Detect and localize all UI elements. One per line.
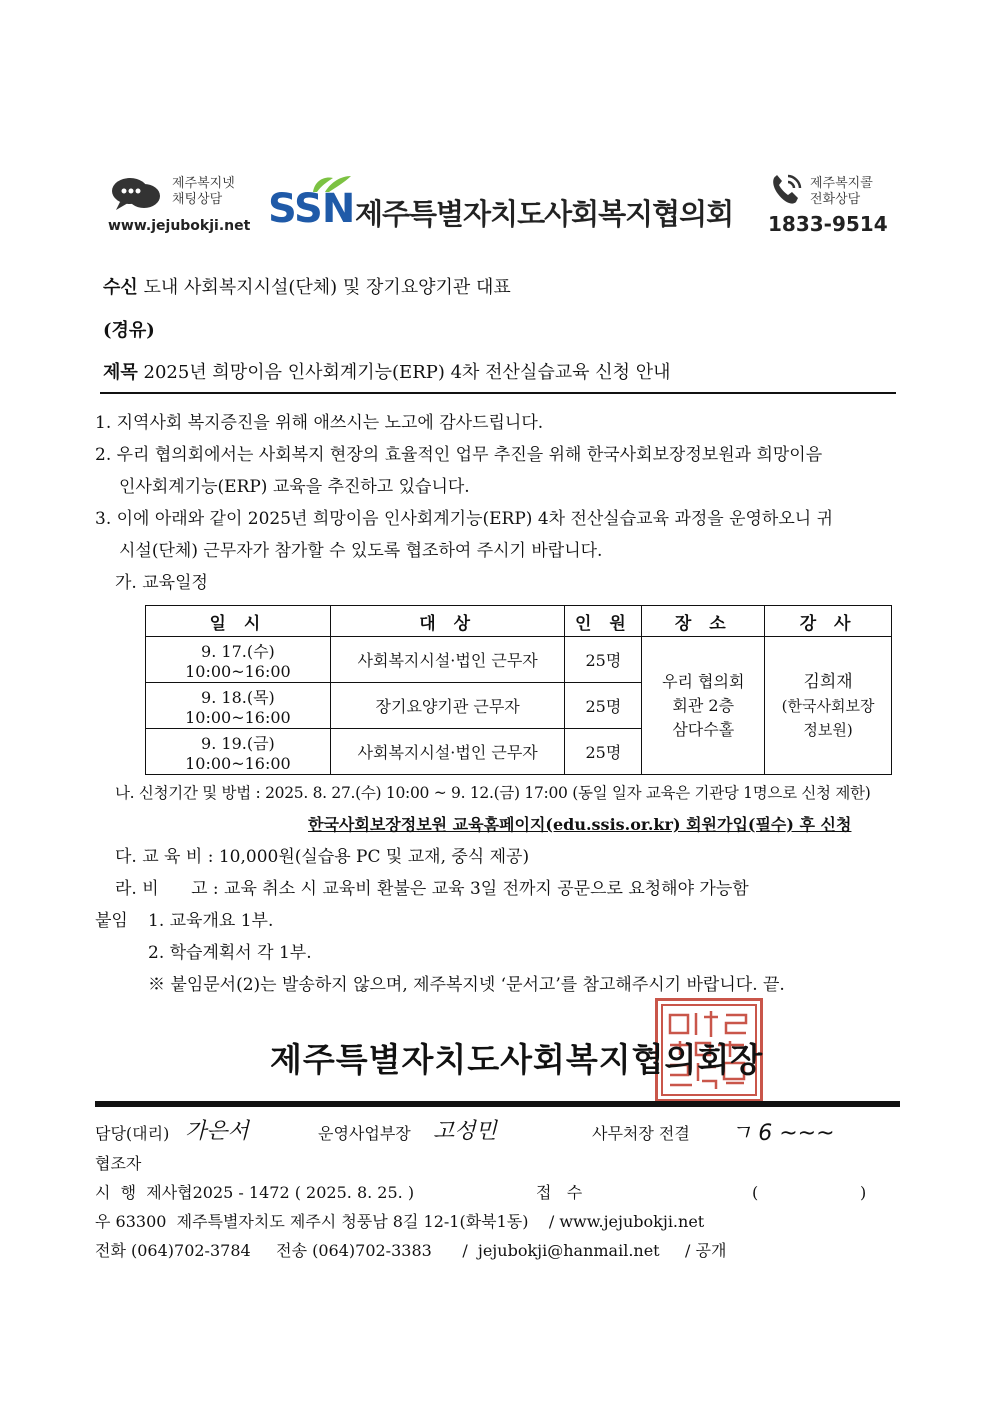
- staff-label: 담당(대리): [95, 1124, 170, 1143]
- row-datetime: 9. 19.(금) 10:00~16:00: [146, 729, 331, 775]
- place-cell: [642, 637, 765, 775]
- col-header-target: 대 상: [330, 606, 565, 637]
- sender-title: 제주특별자치도사회복지협의회장: [270, 1040, 764, 1079]
- logo-ssn: SSN: [268, 186, 355, 232]
- manager-label: 운영사업부장: [318, 1124, 411, 1143]
- chat-bubble-icon: [110, 176, 162, 212]
- application-period: 나. 신청기간 및 방법 : 2025. 8. 27.(수) 10:00 ~ 9. 12.(금) 17:00 (동일 일자 교육은 기관당 1명으로 신청 제한): [115, 784, 871, 802]
- attachment-note: ※ 붙임문서(2)는 발송하지 않으며, 제주복지넷 ‘문서고’를 참고해주시기 바랍니다. 끝.: [148, 975, 785, 995]
- receive-paren: ( ): [752, 1183, 867, 1202]
- attachment-label: 붙임: [95, 911, 128, 931]
- phone-label-1: 제주복지콜: [810, 176, 873, 191]
- subject-label: 제목: [103, 362, 138, 383]
- paragraph-3a: 3. 이에 아래와 같이 2025년 희망이음 인사회계기능(ERP) 4차 전산실습교육 과정을 운영하오니 귀: [95, 509, 834, 529]
- director-signature: ㄱ 6 ~~~: [730, 1121, 835, 1146]
- enforcement-line: 시 행 제사협2025 - 1472 ( 2025. 8. 25. ): [95, 1183, 415, 1202]
- row-count: 25명: [565, 683, 642, 729]
- director-label: 사무처장 전결: [592, 1124, 690, 1143]
- row-datetime: 9. 17.(수) 10:00~16:00: [146, 637, 331, 683]
- receive-label: 접 수: [536, 1183, 583, 1202]
- footer-divider: [95, 1101, 900, 1107]
- paragraph-1: 1. 지역사회 복지증진을 위해 애쓰시는 노고에 감사드립니다.: [95, 413, 544, 433]
- place-line-3: 삼다수홀: [672, 719, 735, 739]
- recipient-line: [103, 277, 511, 299]
- paragraph-2b: 인사회계기능(ERP) 교육을 추진하고 있습니다.: [119, 477, 470, 497]
- attachment-1: 1. 교육개요 1부.: [148, 911, 274, 931]
- website-link[interactable]: www.jejubokji.net: [108, 218, 251, 234]
- address-line: 우 63300 제주특별자치도 제주시 청풍남 8길 12-1(화북1동) / www.jejubokji.net: [95, 1212, 705, 1231]
- place-line-1: 우리 협의회: [662, 671, 745, 691]
- instructor-cell: [765, 637, 892, 775]
- instructor-org-1: (한국사회보장: [781, 696, 875, 715]
- subject-divider: [100, 392, 896, 394]
- col-header-count: 인 원: [565, 606, 642, 637]
- application-link[interactable]: 한국사회보장정보원 교육홈페이지(edu.ssis.or.kr) 회원가입(필수) 후 신청: [308, 815, 852, 834]
- manager-signature: 고성민: [433, 1119, 497, 1144]
- row-target: 사회복지시설·법인 근무자: [330, 729, 565, 775]
- phone-label-2: 전화상담: [810, 192, 861, 207]
- paragraph-3b: 시설(단체) 근무자가 참가할 수 있도록 협조하여 주시기 바랍니다.: [119, 541, 603, 561]
- cooperation-label: 협조자: [95, 1154, 142, 1173]
- instructor-name: 김희재: [803, 671, 853, 692]
- row-target: 사회복지시설·법인 근무자: [330, 637, 565, 683]
- table-row: [146, 637, 892, 683]
- recipient-value: 도내 사회복지시설(단체) 및 장기요양기관 대표: [143, 277, 511, 298]
- phone-icon: [768, 172, 804, 208]
- chat-label-2: 채팅상담: [172, 192, 223, 207]
- col-header-instructor: 강 사: [765, 606, 892, 637]
- col-header-place: 장 소: [642, 606, 765, 637]
- staff-signature: 가은서: [185, 1119, 249, 1144]
- attachment-2: 2. 학습계획서 각 1부.: [148, 943, 312, 963]
- row-target: 장기요양기관 근무자: [330, 683, 565, 729]
- place-line-2: 회관 2층: [672, 695, 735, 715]
- chat-label-1: 제주복지넷: [172, 176, 235, 191]
- schedule-table: [145, 605, 892, 775]
- org-title: 제주특별자치도사회복지협의회: [355, 197, 734, 231]
- phone-number[interactable]: 1833-9514: [768, 212, 888, 236]
- col-header-datetime: 일 시: [146, 606, 331, 637]
- subject-value: 2025년 희망이음 인사회계기능(ERP) 4차 전산실습교육 신청 안내: [143, 362, 671, 383]
- subject-line: [103, 362, 671, 384]
- recipient-label: 수신: [103, 277, 138, 298]
- letterhead: [100, 170, 900, 240]
- contact-line: 전화 (064)702-3784 전송 (064)702-3383 / jejubokji@hanmail.net / 공개: [95, 1241, 727, 1260]
- instructor-org-2: 정보원): [803, 720, 853, 739]
- table-header-row: [146, 606, 892, 637]
- fee-line: 다. 교 육 비 : 10,000원(실습용 PC 및 교재, 중식 제공): [115, 847, 530, 867]
- row-count: 25명: [565, 729, 642, 775]
- via-label: (경유): [103, 320, 155, 341]
- row-count: 25명: [565, 637, 642, 683]
- remarks-line: 라. 비 고 : 교육 취소 시 교육비 환불은 교육 3일 전까지 공문으로 요청해야 가능함: [115, 879, 749, 899]
- section-schedule-heading: 가. 교육일정: [115, 573, 208, 593]
- paragraph-2a: 2. 우리 협의회에서는 사회복지 현장의 효율적인 업무 추진을 위해 한국사회보장정보원과 희망이음: [95, 445, 823, 465]
- row-datetime: 9. 18.(목) 10:00~16:00: [146, 683, 331, 729]
